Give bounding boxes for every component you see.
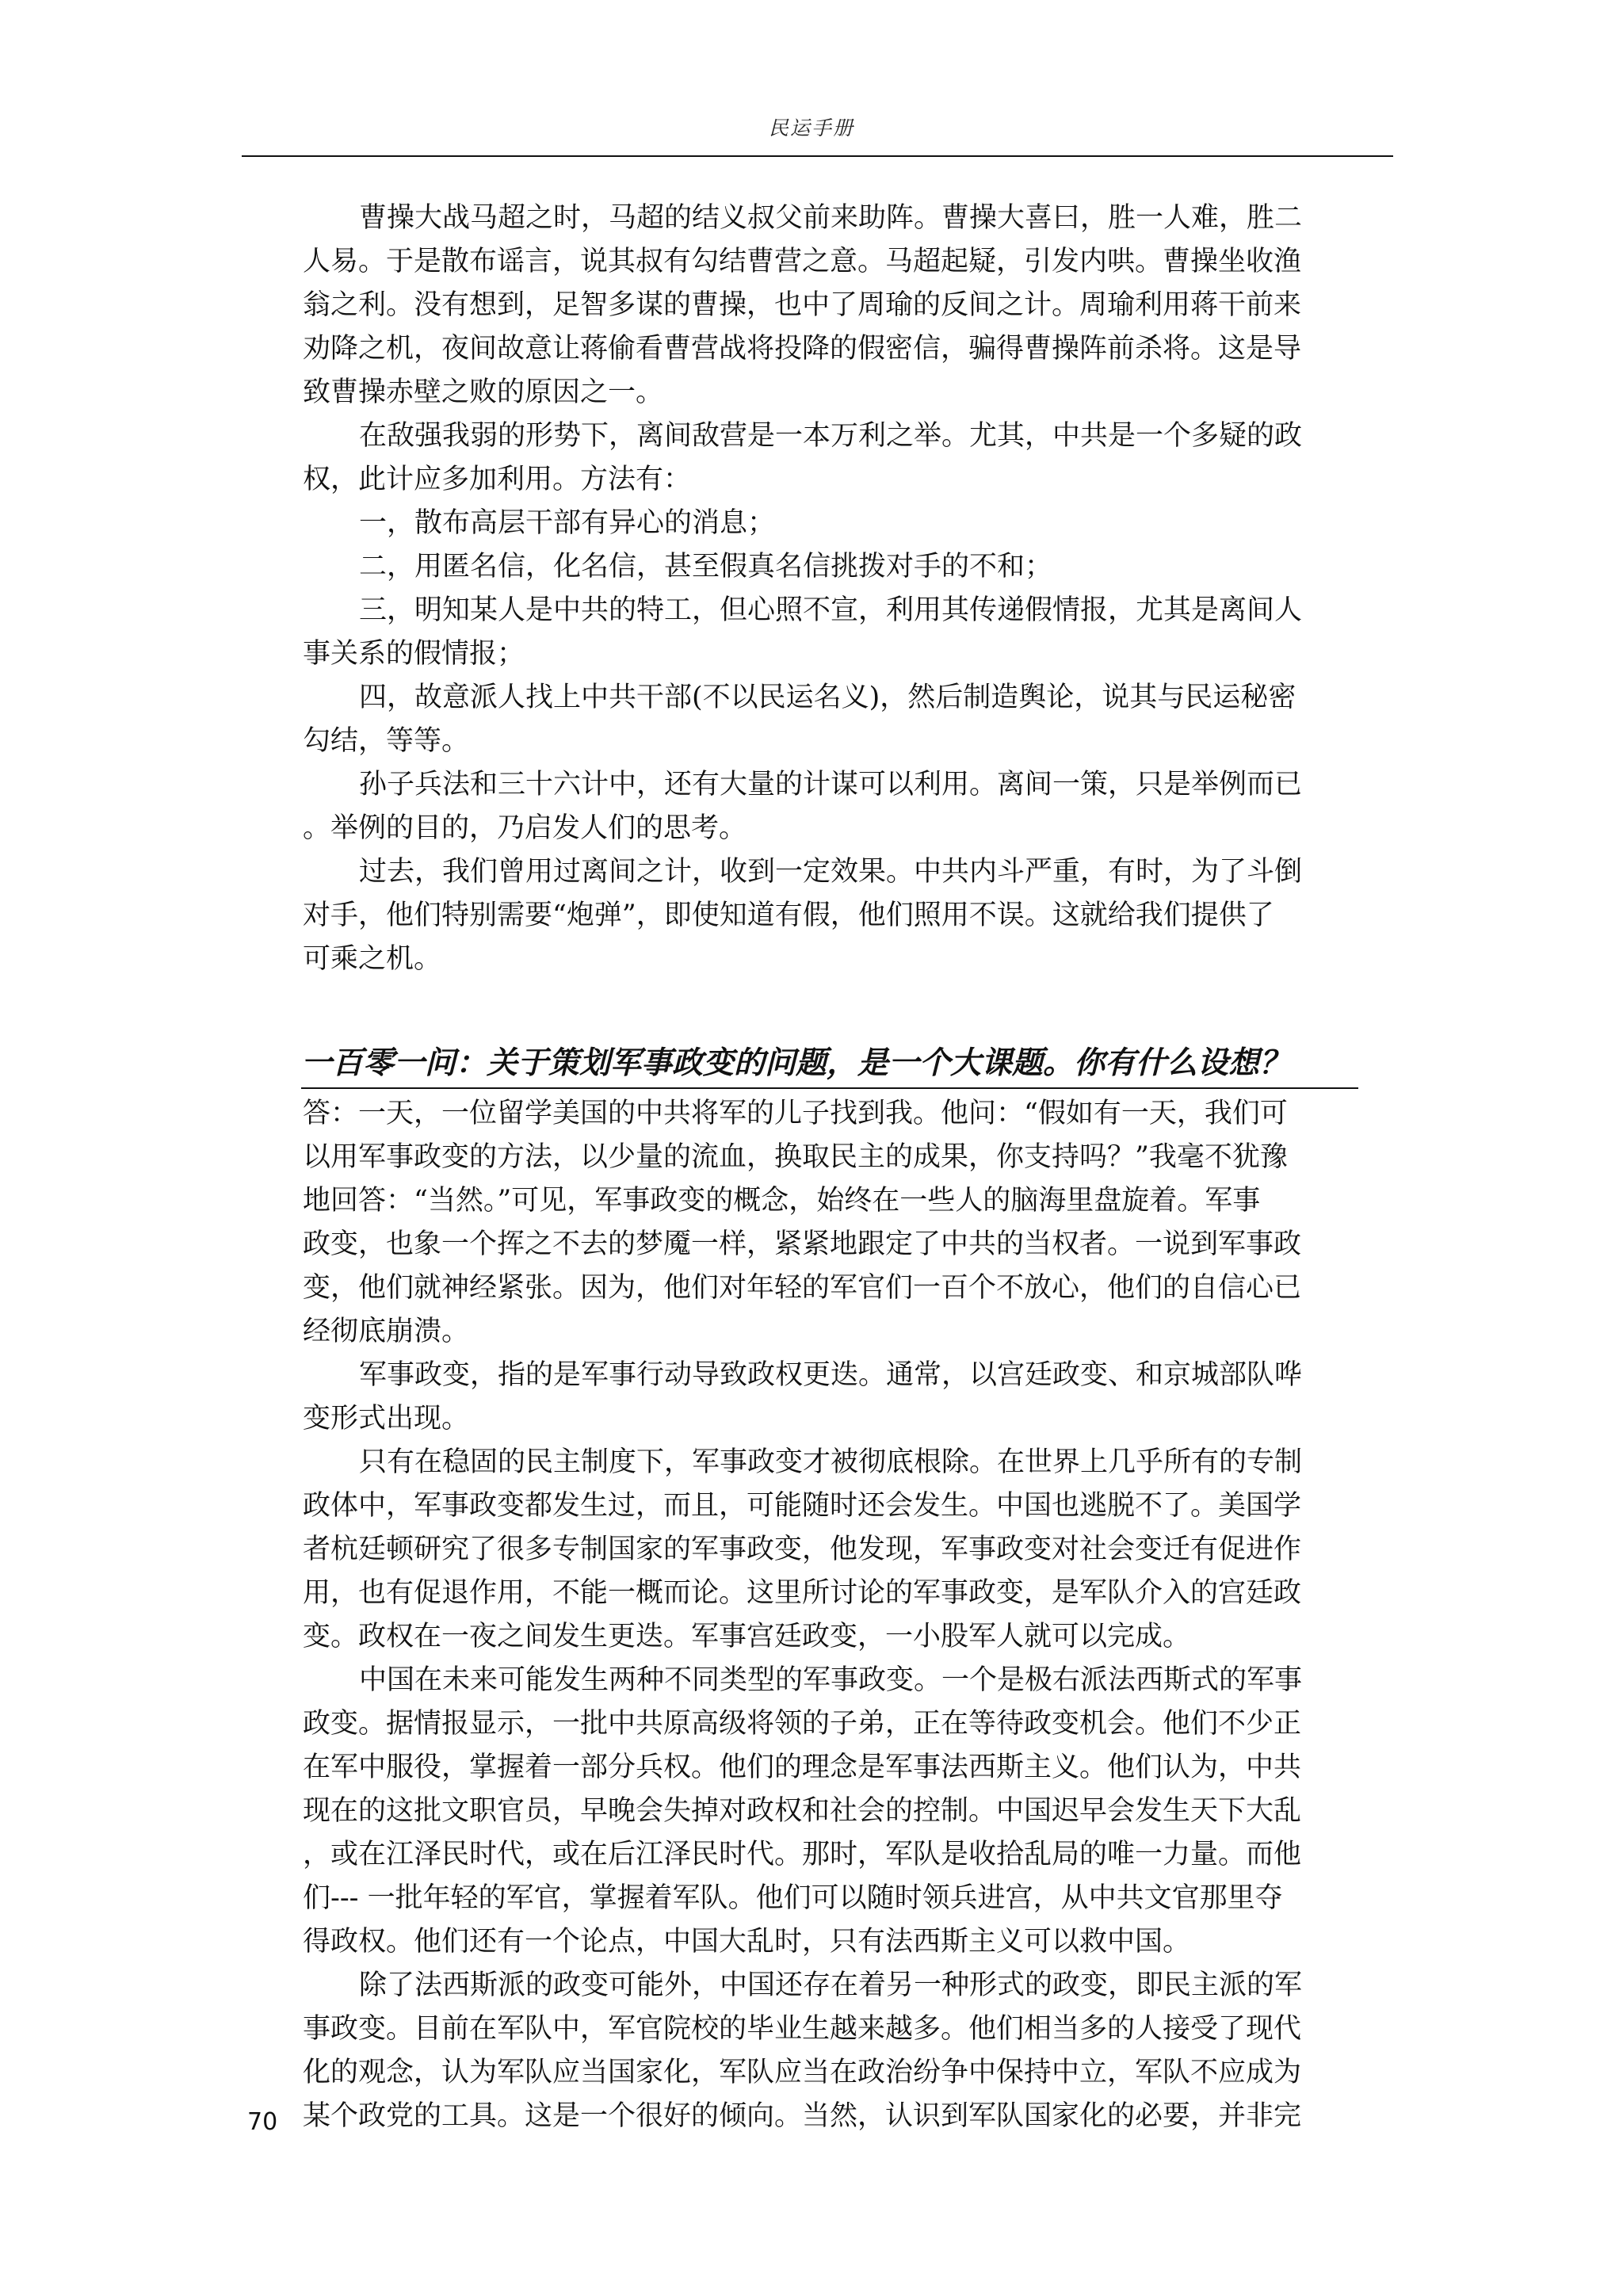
answer-line: 地回答：“当然。”可见，军事政变的概念，始终在一些人的脑海里盘旋着。军事: [303, 1185, 1261, 1217]
text-line: 三，明知某人是中共的特工，但心照不宣，利用其传递假情报，尤其是离间人: [359, 594, 1303, 626]
answer-line: 军事政变，指的是军事行动导致政权更迭。通常，以宫廷政变、和京城部队哗: [359, 1359, 1303, 1391]
text-line: 可乘之机。: [303, 943, 442, 975]
answer-line: 在军中服役，掌握着一部分兵权。他们的理念是军事法西斯主义。他们认为，中共: [303, 1752, 1302, 1783]
answer-line: 政变，也象一个挥之不去的梦魇一样，紧紧地跟定了中共的当权者。一说到军事政: [303, 1228, 1302, 1260]
header-rule: [242, 155, 1393, 157]
answer-line: 某个政党的工具。这是一个很好的倾向。当然，认识到军队国家化的必要，并非完: [303, 2100, 1302, 2132]
text-line: 致曹操赤壁之败的原因之一。: [303, 376, 664, 408]
text-line: 事关系的假情报；: [303, 638, 525, 670]
answer-line: 变，他们就神经紧张。因为，他们对年轻的军官们一百个不放心，他们的自信心已: [303, 1272, 1302, 1304]
answer-line: 经彻底崩溃。: [303, 1316, 470, 1347]
text-line: 孙子兵法和三十六计中，还有大量的计谋可以利用。离间一策，只是举例而已: [359, 769, 1303, 800]
text-line: 。举例的目的，乃启发人们的思考。: [303, 812, 747, 844]
answer-line: ，或在江泽民时代，或在后江泽民时代。那时，军队是收拾乱局的唯一力量。而他: [303, 1839, 1302, 1870]
text-line: 翁之利。没有想到，足智多谋的曹操，也中了周瑜的反间之计。周瑜利用蒋干前来: [303, 289, 1302, 321]
question-heading: 一百零一问：关于策划军事政变的问题，是一个大课题。你有什么设想？: [301, 1038, 1358, 1089]
answer-line: 们--- 一批年轻的军官，掌握着军队。他们可以随时领兵进宫，从中共文官那里夺: [303, 1882, 1283, 1914]
answer-line: 得政权。他们还有一个论点，中国大乱时，只有法西斯主义可以救中国。: [303, 1926, 1191, 1958]
section-gap: [303, 981, 1344, 1038]
header-title: 民运手册: [768, 117, 854, 139]
text-line: 二，用匿名信，化名信，甚至假真名信挑拨对手的不和；: [359, 551, 1053, 583]
answer-line: 化的观念，认为军队应当国家化，军队应当在政治纷争中保持中立，军队不应成为: [303, 2057, 1302, 2088]
text-line: 曹操大战马超之时，马超的结义叔父前来助阵。曹操大喜曰，胜一人难，胜二: [359, 202, 1303, 234]
intro-section: [303, 197, 1344, 981]
answer-section: [303, 1092, 1344, 2138]
answer-line: 只有在稳固的民主制度下，军事政变才被彻底根除。在世界上几乎所有的专制: [359, 1446, 1303, 1478]
answer-line: 政体中，军事政变都发生过，而且，可能随时还会发生。中国也逃脱不了。美国学: [303, 1490, 1302, 1522]
text-line: 人易。于是散布谣言，说其叔有勾结曹营之意。马超起疑，引发内哄。曹操坐收渔: [303, 246, 1302, 277]
text-line: 一，散布高层干部有异心的消息；: [359, 507, 776, 539]
answer-line: 用，也有促退作用，不能一概而论。这里所讨论的军事政变，是军队介入的宫廷政: [303, 1577, 1302, 1609]
text-line: 在敌强我弱的形势下，离间敌营是一本万利之举。尤其，中共是一个多疑的政: [359, 420, 1303, 452]
text-line: 劝降之机，夜间故意让蒋偷看曹营战将投降的假密信，骗得曹操阵前杀将。这是导: [303, 333, 1302, 365]
answer-line: 政变。据情报显示，一批中共原高级将领的子弟，正在等待政变机会。他们不少正: [303, 1708, 1302, 1740]
page-body: [303, 197, 1344, 2138]
answer-line: 除了法西斯派的政变可能外，中国还存在着另一种形式的政变，即民主派的军: [359, 1969, 1303, 2001]
answer-line: 变形式出现。: [303, 1403, 470, 1435]
text-line: 权，此计应多加利用。方法有：: [303, 464, 692, 495]
answer-line: 者杭廷顿研究了很多专制国家的军事政变，他发现，军事政变对社会变迁有促进作: [303, 1534, 1302, 1565]
text-line: 过去，我们曾用过离间之计，收到一定效果。中共内斗严重，有时，为了斗倒: [359, 856, 1303, 888]
answer-line: 以用军事政变的方法，以少量的流血，换取民主的成果，你支持吗？”我毫不犹豫: [303, 1141, 1288, 1173]
text-line: 对手，他们特别需要“炮弹”，即使知道有假，他们照用不误。这就给我们提供了: [303, 900, 1274, 931]
page-number: 70: [247, 2108, 278, 2136]
answer-line: 变。政权在一夜之间发生更迭。军事宫廷政变，一小股军人就可以完成。: [303, 1621, 1191, 1652]
answer-line: 现在的这批文职官员，早晚会失掉对政权和社会的控制。中国迟早会发生天下大乱: [303, 1795, 1302, 1827]
text-line: 勾结，等等。: [303, 725, 470, 757]
answer-line: 中国在未来可能发生两种不同类型的军事政变。一个是极右派法西斯式的军事: [359, 1664, 1303, 1696]
text-line: 四，故意派人找上中共干部(不以民运名义)，然后制造舆论，说其与民运秘密: [359, 682, 1296, 713]
answer-line: 事政变。目前在军队中，军官院校的毕业生越来越多。他们相当多的人接受了现代: [303, 2013, 1302, 2045]
answer-line: 答：一天，一位留学美国的中共将军的儿子找到我。他问：“假如有一天，我们可: [303, 1098, 1288, 1129]
